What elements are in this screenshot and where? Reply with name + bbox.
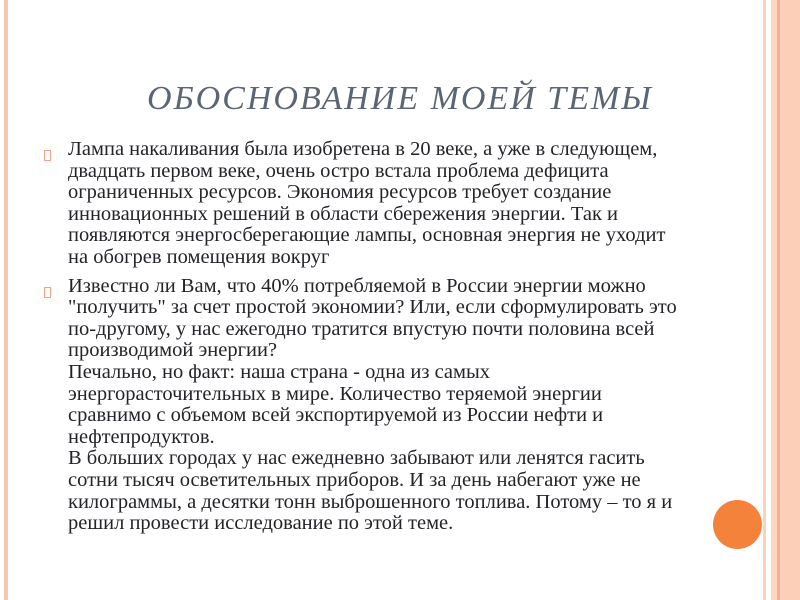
bullet-text [68, 276, 680, 535]
bullet-text [68, 139, 680, 269]
paragraph: Печально, но факт: наша страна - одна из самых энергорасточительных в мире. Количество теряемой энергии сравнимо с объемом всей экспортируемой из России нефти и нефтепродуктов. [68, 360, 604, 448]
decorative-circle [713, 500, 762, 549]
slide-body [44, 139, 684, 535]
bullet-item [44, 276, 684, 535]
paragraph: Лампа накаливания была изобретена в 20 веке, а уже в следующем, двадцать первом веке, очень остро встала проблема дефицита ограниченных ресурсов. Экономия ресурсов требует создание инновационных решений в области сбережения энергии. Так и появляются энергосберегающие лампы, основная энергия не уходит на обогрев помещения вокруг [68, 138, 666, 268]
paragraph: В больших городах у нас ежедневно забывают или ленятся гасить сотни тысяч осветительных приборов. И за день набегают уже не килограммы, а десятки тонн выброшенного топлива. Потому – то я и решил провести исследование по этой теме. [68, 447, 673, 535]
paragraph: Известно ли Вам, что 40% потребляемой в России энергии можно "получить" за счет простой экономии? Или, если сформулировать это по-другому, у нас ежегодно тратится впустую почти половина всей производимой энергии? [68, 274, 677, 362]
bullet-square-icon [44, 150, 51, 161]
bullet-item [44, 139, 684, 269]
slide-title: ОБОСНОВАНИЕ МОЕЙ ТЕМЫ [147, 80, 653, 117]
bullet-square-icon [44, 287, 51, 298]
bullet-marker-column [44, 139, 68, 167]
bullet-marker-column [44, 276, 68, 304]
